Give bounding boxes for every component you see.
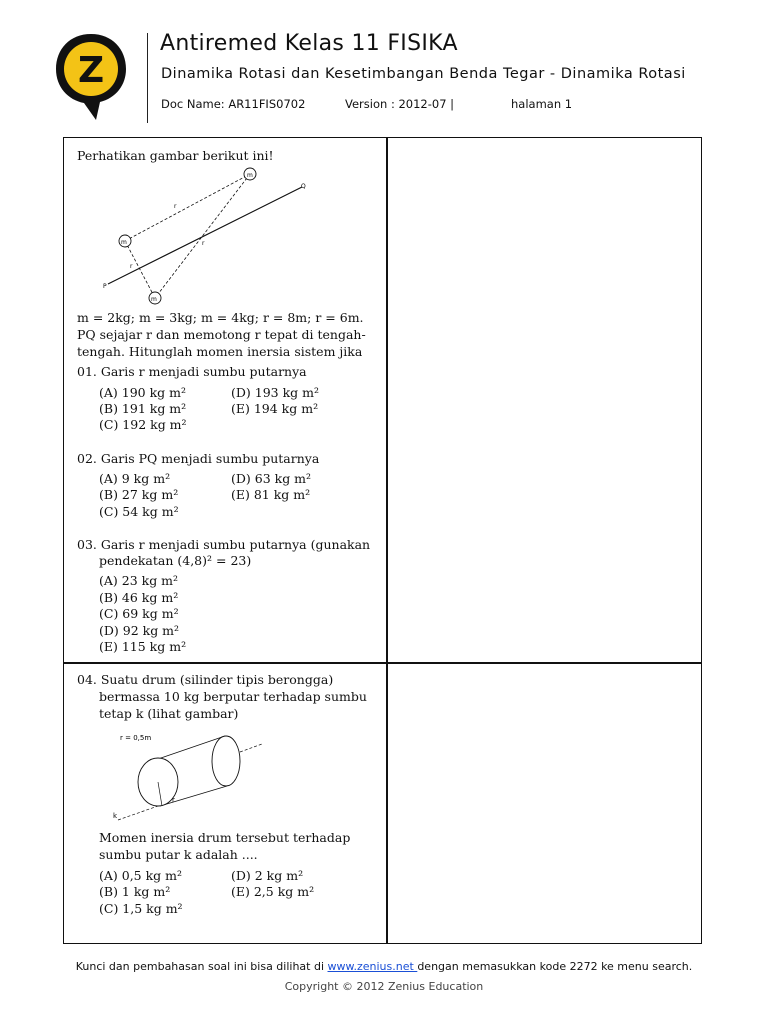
- q1-stem: 01. Garis r menjadi sumbu putarnya: [77, 364, 307, 379]
- q3-option-c[interactable]: (C) 69 kg m²: [99, 606, 179, 621]
- q3-option-d[interactable]: (D) 92 kg m²: [99, 623, 180, 638]
- q3-stem-1: 03. Garis r menjadi sumbu putarnya (gunakan: [77, 537, 371, 552]
- q1-option-e[interactable]: (E) 194 kg m²: [231, 401, 319, 416]
- page-number: halaman 1: [511, 97, 573, 111]
- row-divider: [64, 662, 701, 664]
- q4-option-e[interactable]: (E) 2,5 kg m²: [231, 884, 315, 899]
- version: Version : 2012-07 |: [345, 97, 455, 111]
- drum-radius-label: r = 0,5m: [120, 734, 152, 742]
- drum-r-label: r: [172, 796, 175, 804]
- q4-option-d[interactable]: (D) 2 kg m²: [231, 868, 304, 883]
- q4-ask-1: Momen inersia drum tersebut terhadap: [99, 830, 351, 845]
- copyright: Copyright © 2012 Zenius Education: [284, 980, 484, 993]
- q3-option-e[interactable]: (E) 115 kg m²: [99, 639, 187, 654]
- mass-figure: [100, 162, 315, 310]
- label-r3: r: [202, 240, 205, 247]
- q4-option-c[interactable]: (C) 1,5 kg m²: [99, 901, 183, 916]
- q1-option-d[interactable]: (D) 193 kg m²: [231, 385, 319, 400]
- label-mb: m: [151, 296, 157, 303]
- q2-option-b[interactable]: (B) 27 kg m²: [99, 487, 179, 502]
- footer-note: [0, 960, 768, 973]
- q4-stem-1: 04. Suatu drum (silinder tipis berongga): [77, 672, 334, 687]
- label-p: P: [103, 283, 107, 290]
- given-line-3: tengah. Hitunglah momen inersia sistem jika: [77, 344, 363, 359]
- doc-name: Doc Name: AR11FIS0702: [161, 97, 306, 111]
- label-r2: r: [130, 263, 133, 270]
- q1-option-c[interactable]: (C) 192 kg m²: [99, 417, 187, 432]
- q1-option-a[interactable]: (A) 190 kg m²: [99, 385, 186, 400]
- logo-letter: Z: [77, 50, 105, 91]
- given-line-2: PQ sejajar r dan memotong r tepat di tengah-: [77, 327, 366, 342]
- page-subtitle: Dinamika Rotasi dan Kesetimbangan Benda Tegar - Dinamika Rotasi: [161, 66, 686, 82]
- zenius-logo: [52, 30, 130, 122]
- q3-option-b[interactable]: (B) 46 kg m²: [99, 590, 179, 605]
- label-q: Q: [301, 183, 306, 190]
- q2-stem: 02. Garis PQ menjadi sumbu putarnya: [77, 451, 320, 466]
- label-ma: m: [121, 239, 127, 246]
- label-r1: r: [174, 203, 177, 210]
- zenius-link[interactable]: www.zenius.net: [327, 960, 418, 973]
- q2-option-e[interactable]: (E) 81 kg m²: [231, 487, 311, 502]
- q1-option-b[interactable]: (B) 191 kg m²: [99, 401, 187, 416]
- q4-ask-2: sumbu putar k adalah ....: [99, 847, 258, 862]
- q4-option-a[interactable]: (A) 0,5 kg m²: [99, 868, 183, 883]
- label-mc: m: [247, 172, 253, 179]
- q3-option-a[interactable]: (A) 23 kg m²: [99, 573, 179, 588]
- drum-figure: [100, 724, 275, 826]
- q2-option-a[interactable]: (A) 9 kg m²: [99, 471, 171, 486]
- given-line-1: m = 2kg; m = 3kg; m = 4kg; r = 8m; r = 6m.: [77, 310, 364, 325]
- footer-post: dengan memasukkan kode 2272 ke menu search.: [417, 960, 693, 973]
- q4-stem-3: tetap k (lihat gambar): [99, 706, 239, 721]
- q4-option-b[interactable]: (B) 1 kg m²: [99, 884, 171, 899]
- q4-stem-2: bermassa 10 kg berputar terhadap sumbu: [99, 689, 367, 704]
- footer-pre: Kunci dan pembahasan soal ini bisa dilihat di: [75, 960, 328, 973]
- page-title: Antiremed Kelas 11 FISIKA: [160, 31, 458, 56]
- column-divider: [386, 138, 388, 943]
- drum-axis-label: k: [113, 812, 118, 820]
- q3-stem-2: pendekatan (4,8)² = 23): [99, 553, 252, 568]
- intro-text: Perhatikan gambar berikut ini!: [77, 148, 274, 163]
- header-divider: [147, 33, 148, 123]
- q2-option-c[interactable]: (C) 54 kg m²: [99, 504, 179, 519]
- q2-option-d[interactable]: (D) 63 kg m²: [231, 471, 312, 486]
